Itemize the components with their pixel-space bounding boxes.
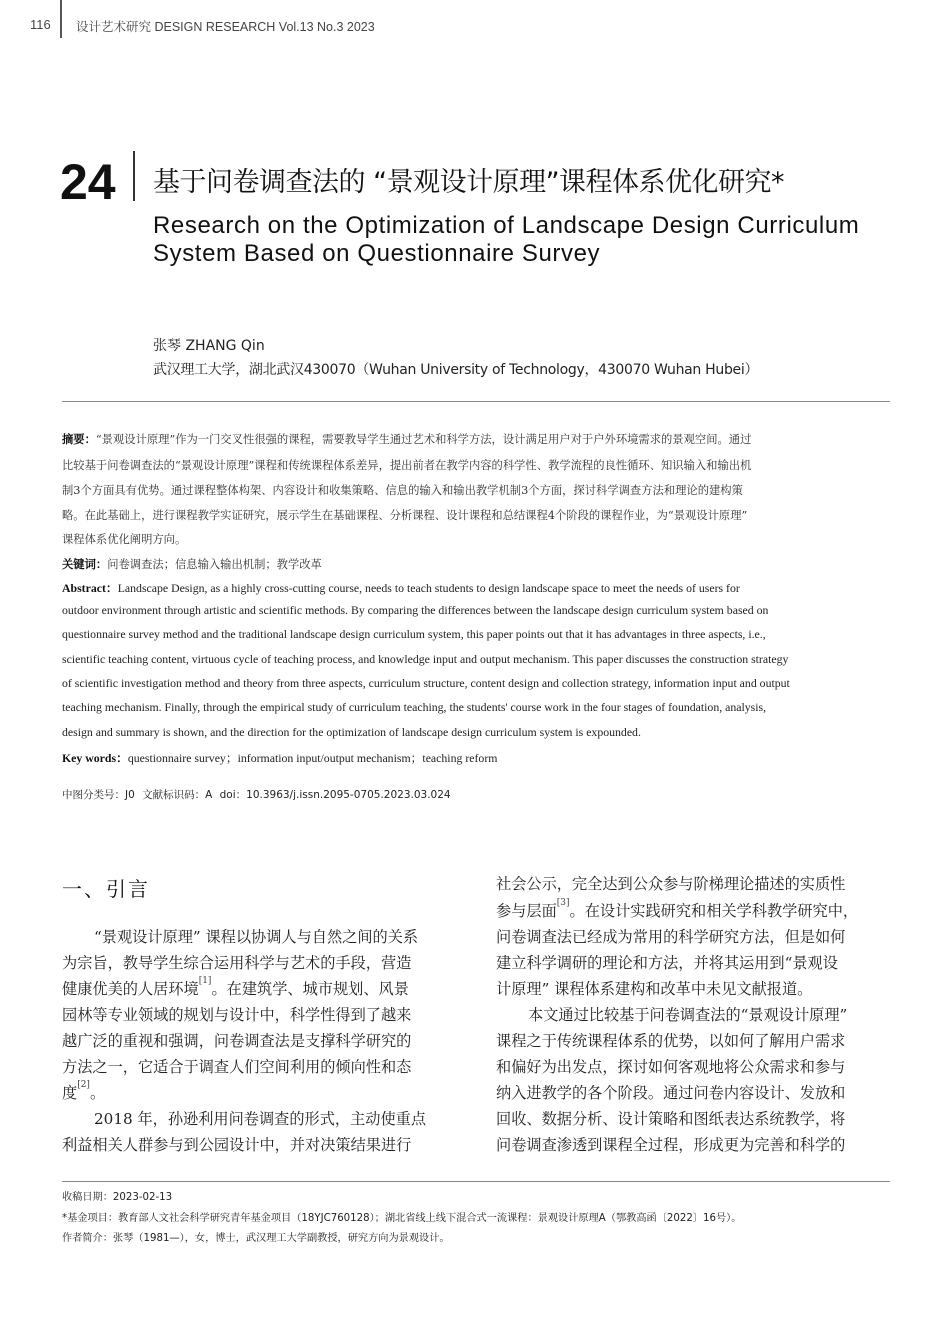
keywords-en-label: Key words： xyxy=(62,751,128,765)
body-line: 园林等专业领域的规划与设计中，科学性得到了越来 xyxy=(62,1006,412,1024)
abstract-en-line xyxy=(62,579,892,596)
abstract-zh-line: 制3个方面具有优势。通过课程整体构架、内容设计和收集策略、信息的输入和输出教学机制3个方面，探讨科学调查方法和理论的建构策 xyxy=(62,484,743,497)
abstract-en-line: design and summary is shown, and the direction for the optimization of landscape design curriculum system is expounded. xyxy=(62,725,641,739)
footnote-funding: *基金项目：教育部人文社会科学研究青年基金项目（18YJC760128）；湖北省线上线下混合式一流课程：景观设计原理A（鄂教高函〔2022〕16号）。 xyxy=(62,1213,742,1224)
abstract-en-text: Landscape Design, as a highly cross-cutting course, needs to teach students to design landscape space to meet the needs of users for xyxy=(117,581,740,595)
keywords-en xyxy=(62,749,892,766)
header-divider xyxy=(60,0,62,38)
body-line: 建立科学调研的理论和方法，并将其运用到“景观设 xyxy=(496,954,838,972)
body-line: 社会公示，完全达到公众参与阶梯理论描述的实质性 xyxy=(496,875,846,893)
author-name: 张琴 ZHANG Qin xyxy=(153,338,265,354)
abstract-en-line: outdoor environment through artistic and scientific methods. By comparing the differences between the landscape design curriculum system based on xyxy=(62,603,769,617)
abstract-en-line: scientific teaching content, virtuous cycle of teaching process, and knowledge input and output mechanism. This paper discusses the construction strategy xyxy=(62,652,789,666)
body-line: 2018 年，孙逊利用问卷调查的形式，主动使重点 xyxy=(94,1110,427,1128)
page-number: 116 xyxy=(30,17,51,32)
body-line: 利益相关人群参与到公园设计中，并对决策结果进行 xyxy=(62,1136,412,1154)
keywords-zh xyxy=(62,556,892,572)
body-line: “景观设计原理” 课程以协调人与自然之间的关系 xyxy=(94,928,419,946)
title-english-line: System Based on Questionnaire Survey xyxy=(153,240,601,267)
abstract-zh-line: 课程体系优化阐明方向。 xyxy=(62,533,187,546)
article-number: 24 xyxy=(60,154,116,210)
body-line: 问卷调查渗透到课程全过程，形成更为完善和科学的 xyxy=(496,1136,846,1154)
abstract-zh-line: 略。在此基础上，进行课程教学实证研究，展示学生在基础课程、分析课程、设计课程和总结课程4个阶段的课程作业，为“景观设计原理” xyxy=(62,509,748,522)
citation-ref: [2] xyxy=(77,1080,90,1090)
title-divider xyxy=(133,151,135,201)
title-english-line: Research on the Optimization of Landscape Design Curriculum xyxy=(153,212,860,239)
body-line: 和偏好为出发点，探讨如何客观地将公众需求和参与 xyxy=(496,1058,846,1076)
abstract-zh-label: 摘要： xyxy=(62,433,96,446)
keywords-en-text: questionnaire survey；information input/output mechanism；teaching reform xyxy=(127,751,498,765)
body-line-text: 健康优美的人居环境 xyxy=(62,980,199,998)
abstract-en-line: of scientific investigation method and theory from three aspects, curriculum structure, content design and collection strategy, information input and output xyxy=(62,676,790,690)
abstract-en-line: questionnaire survey method and the traditional landscape design curriculum system, this paper points out that it has advantages in three aspects, i.e., xyxy=(62,627,766,641)
body-line: 课程之于传统课程体系的优势，以如何了解用户需求 xyxy=(496,1032,846,1050)
footnote-author-bio: 作者简介：张琴（1981—），女，博士，武汉理工大学副教授，研究方向为景观设计。 xyxy=(62,1233,450,1244)
abstract-en-label: Abstract： xyxy=(62,581,118,595)
citation-ref: [3] xyxy=(556,898,570,908)
title-chinese: 基于问卷调查法的 “景观设计原理”课程体系优化研究* xyxy=(153,167,785,198)
classification-metadata: 中图分类号：J0 文献标识码：A doi：10.3963/j.issn.2095-0705.2023.03.024 xyxy=(62,789,451,801)
body-line: 问卷调查法已经成为常用的科学研究方法，但是如何 xyxy=(496,928,846,946)
body-line: 本文通过比较基于问卷调查法的“景观设计原理” xyxy=(528,1006,848,1024)
journal-header: 设计艺术研究 DESIGN RESEARCH Vol.13 No.3 2023 xyxy=(76,20,375,34)
section-heading: 一、引言 xyxy=(62,877,150,901)
body-line xyxy=(496,900,858,921)
body-line: 纳入进教学的各个阶段。通过问卷内容设计、发放和 xyxy=(496,1084,846,1102)
body-line-text: 。在设计实践研究和相关学科教学研究中， xyxy=(569,902,859,920)
abstract-top-rule xyxy=(62,401,890,402)
body-line: 回收、数据分析、设计策略和图纸表达系统教学，将 xyxy=(496,1110,846,1128)
author-affiliation: 武汉理工大学，湖北武汉430070（Wuhan University of Technology，430070 Wuhan Hubei） xyxy=(153,362,759,378)
abstract-zh-line xyxy=(62,431,892,447)
abstract-zh-text: “景观设计原理”作为一门交叉性很强的课程，需要教导学生通过艺术和科学方法，设计满足用户对于户外环境需求的景观空间。通过 xyxy=(95,433,752,446)
body-line-text: 度 xyxy=(62,1084,78,1102)
body-line xyxy=(62,1082,105,1103)
citation-ref: [1] xyxy=(198,976,212,986)
body-line-text: 参与层面 xyxy=(496,902,557,920)
abstract-en-line: teaching mechanism. Finally, through the empirical study of curriculum teaching, the students' course work in the four stages of foundation, analysis, xyxy=(62,700,767,714)
body-line: 计原理” 课程体系建构和改革中未见文献报道。 xyxy=(496,980,813,998)
body-line: 越广泛的重视和强调，问卷调查法是支撑科学研究的 xyxy=(62,1032,412,1050)
abstract-zh-line: 比较基于问卷调查法的“景观设计原理”课程和传统课程体系差异，提出前者在教学内容的科学性、教学流程的良性循环、知识输入和输出机 xyxy=(62,459,752,472)
footnote-received-date: 收稿日期：2023-02-13 xyxy=(62,1192,173,1203)
body-line: 方法之一，它适合于调查人们空间利用的倾向性和态 xyxy=(62,1058,412,1076)
keywords-zh-label: 关键词： xyxy=(62,558,108,571)
body-line xyxy=(62,978,409,999)
body-line: 为宗旨，教导学生综合运用科学与艺术的手段，营造 xyxy=(62,954,412,972)
body-line-text: 。 xyxy=(89,1084,106,1102)
footnote-rule xyxy=(62,1181,890,1182)
body-line-text: 。在建筑学、城市规划、风景 xyxy=(211,980,409,998)
keywords-zh-text: 问卷调查法；信息输入输出机制；教学改革 xyxy=(107,558,322,571)
